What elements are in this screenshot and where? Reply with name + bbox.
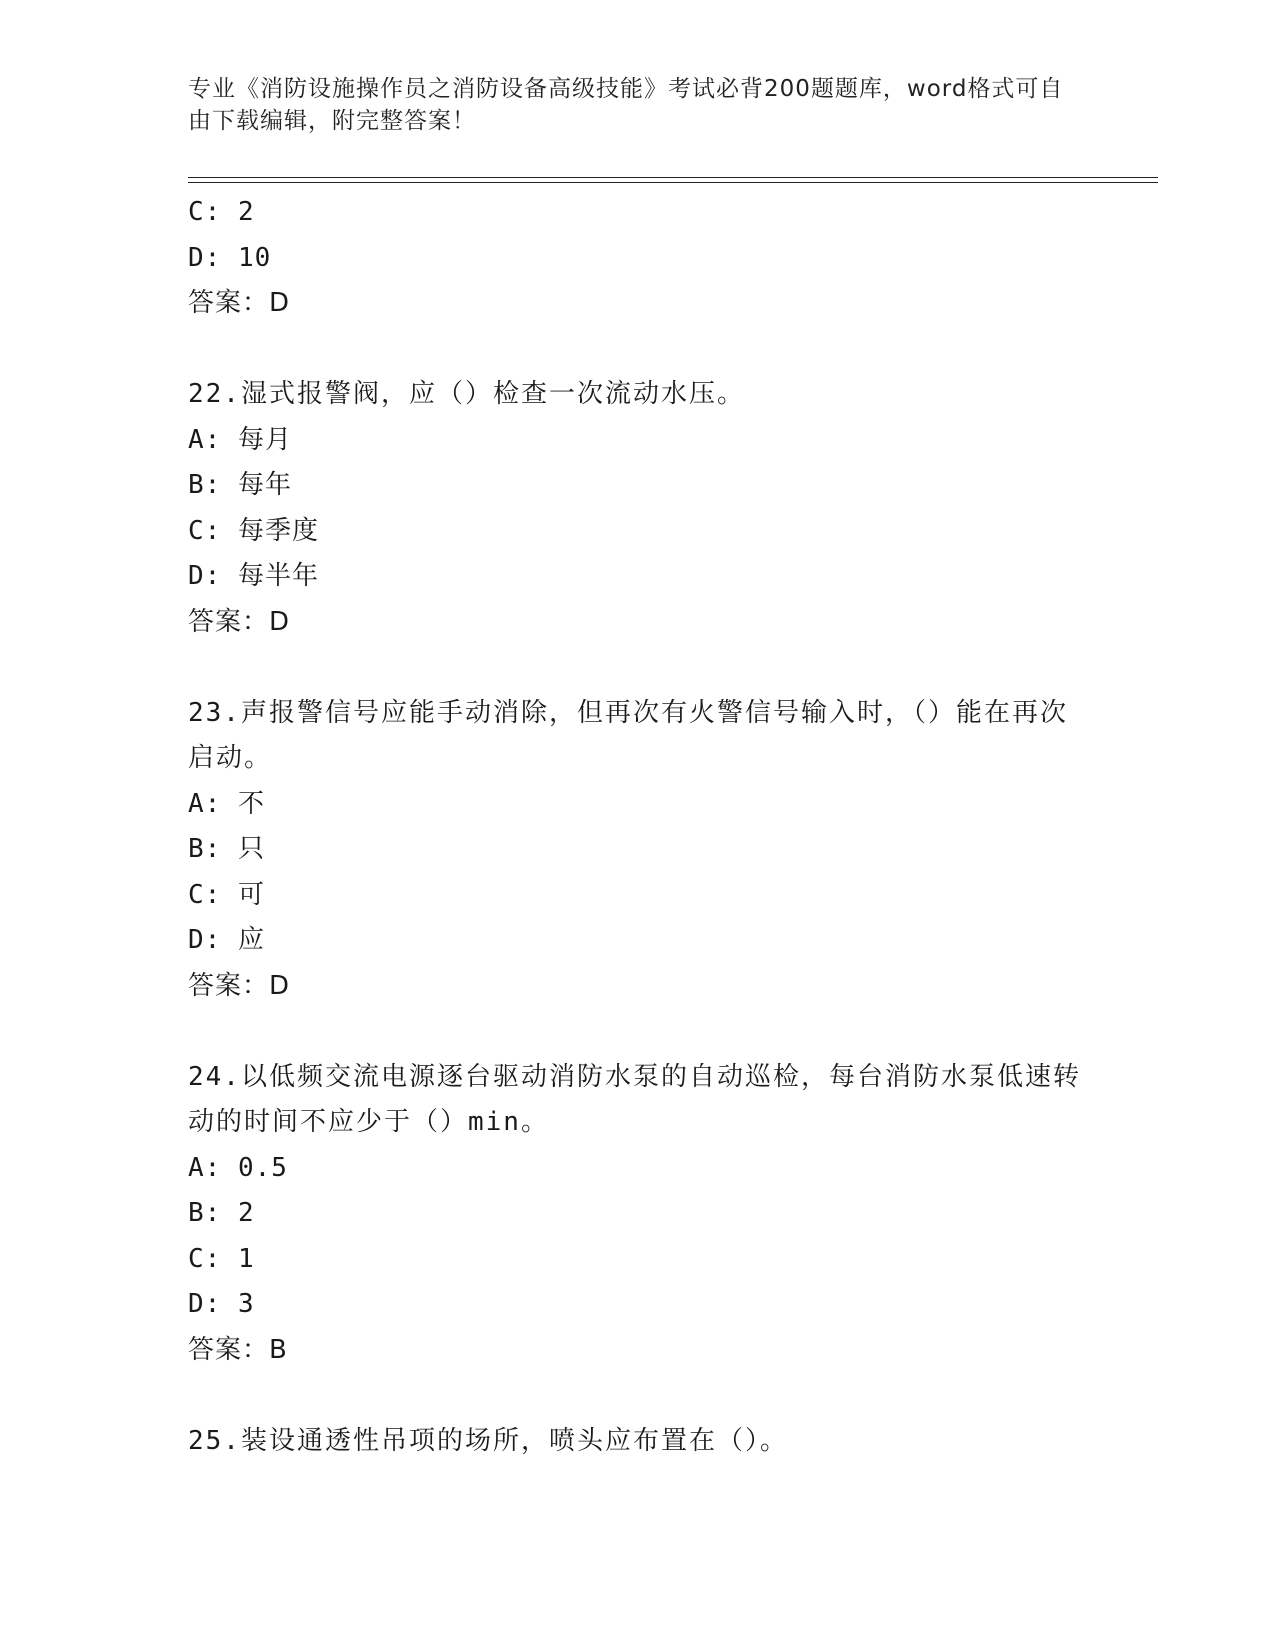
option-d: D: 应	[188, 925, 265, 955]
question-21-tail	[188, 190, 1088, 327]
spacer	[188, 1009, 1088, 1055]
question-text: 23.声报警信号应能手动消除，但再次有火警信号输入时，（）能在再次启动。	[188, 697, 1068, 773]
option-b: B: 2	[188, 1198, 255, 1228]
option-d: D: 每半年	[188, 561, 319, 591]
question-text: 24.以低频交流电源逐台驱动消防水泵的自动巡检，每台消防水泵低速转动的时间不应少于（）min。	[188, 1061, 1081, 1137]
option-c: C: 每季度	[188, 515, 319, 546]
option-c: C: 2	[188, 197, 255, 227]
question-24	[188, 1055, 1088, 1374]
question-text: 25.装设通透性吊项的场所，喷头应布置在（）。	[188, 1425, 788, 1456]
option-c: C: 可	[188, 879, 265, 910]
spacer	[188, 1373, 1088, 1419]
option-b: B: 只	[188, 834, 265, 864]
option-b: B: 每年	[188, 470, 292, 500]
option-a: A: 0.5	[188, 1152, 288, 1183]
question-22	[188, 372, 1088, 645]
question-23	[188, 691, 1088, 1010]
spacer	[188, 327, 1088, 373]
header-rule-top	[188, 177, 1158, 178]
answer-line: 答案：B	[188, 1334, 288, 1365]
header-rule-bottom	[188, 182, 1158, 183]
question-text: 22.湿式报警阀，应（）检查一次流动水压。	[188, 379, 745, 409]
option-d: D: 10	[188, 242, 272, 273]
question-25	[188, 1419, 1088, 1465]
question-content	[188, 190, 1088, 1464]
option-a: A: 每月	[188, 424, 292, 455]
answer-line: 答案：D	[188, 606, 291, 637]
answer-line: 答案：D	[188, 970, 291, 1001]
option-a: A: 不	[188, 788, 265, 819]
option-c: C: 1	[188, 1243, 255, 1274]
spacer	[188, 645, 1088, 691]
answer-line: 答案：D	[188, 288, 291, 318]
document-header-title: 专业《消防设施操作员之消防设备高级技能》考试必背200题题库，word格式可自由下载编辑，附完整答案！	[188, 76, 1064, 134]
option-d: D: 3	[188, 1289, 255, 1319]
